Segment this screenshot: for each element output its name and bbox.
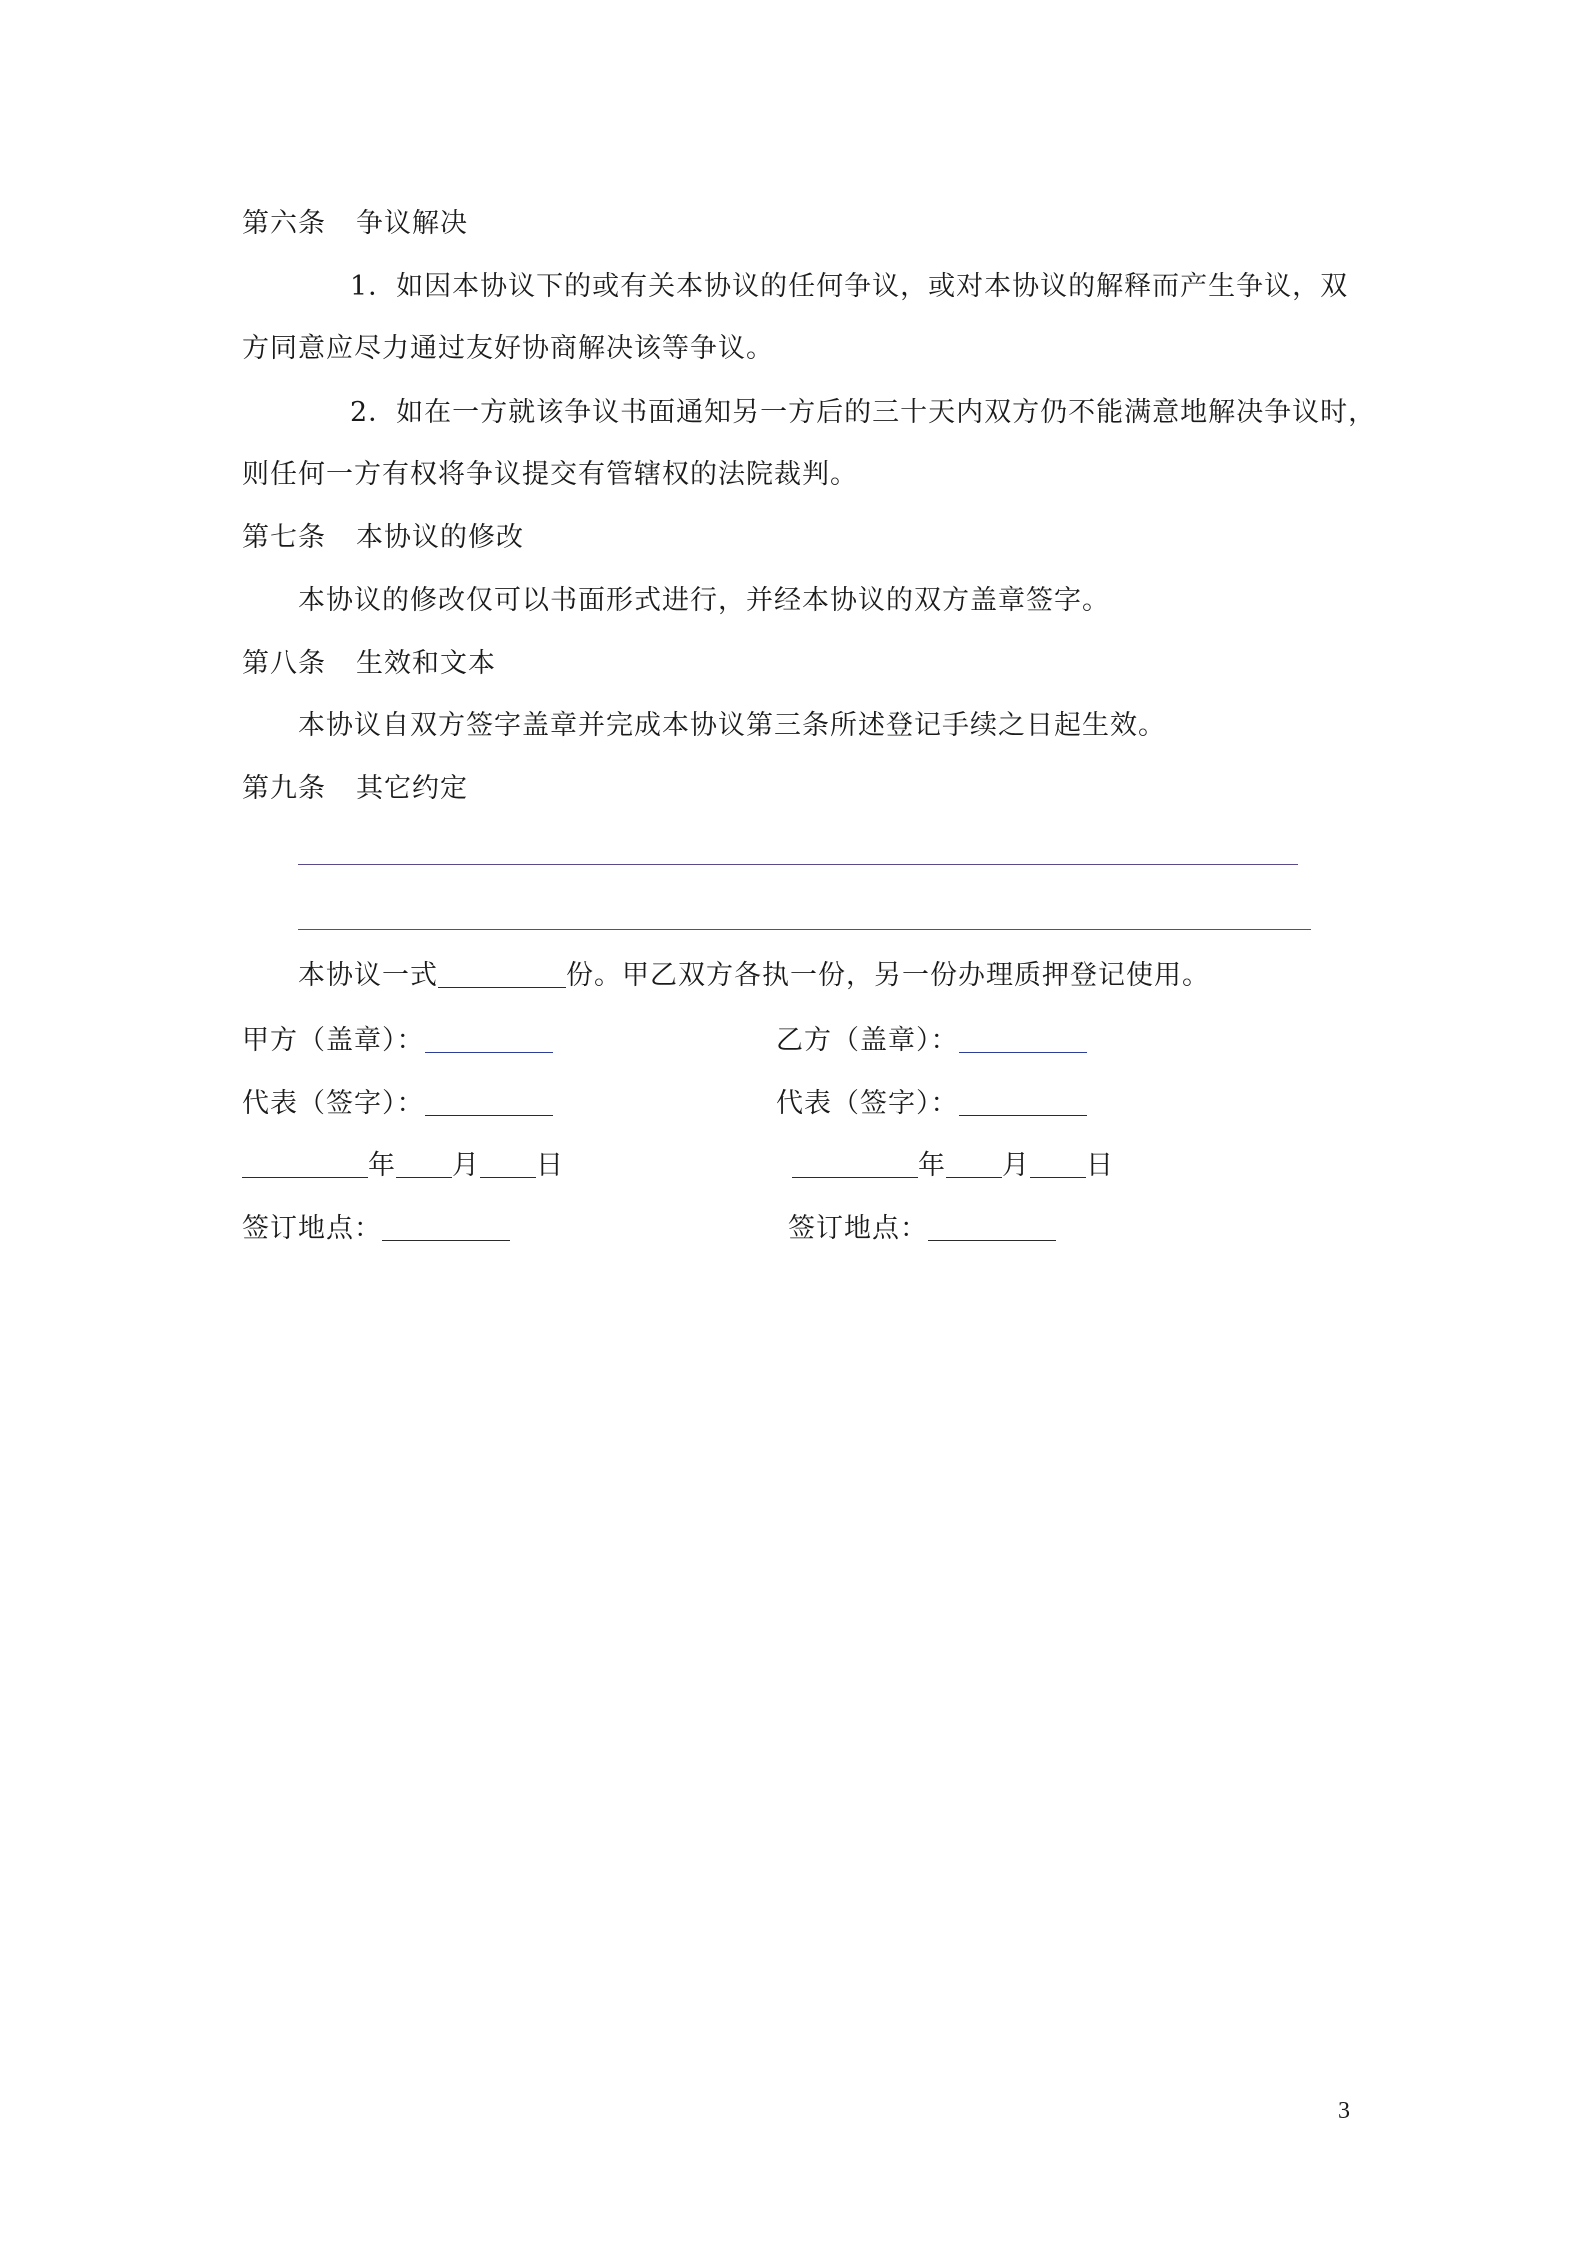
party-b-rep-label: 代表（签字）： (776, 1088, 959, 1119)
party-b-day-label: 日 (1086, 1150, 1114, 1181)
party-b-place-row (788, 1212, 1056, 1246)
copies-prefix: 本协议一式 (298, 960, 438, 991)
party-b-month-blank (946, 1151, 1002, 1178)
party-b-seal-label: 乙方（盖章）： (776, 1025, 959, 1056)
copies-count-blank (438, 961, 566, 988)
article-6-clause-2-line-2: 则任何一方有权将争议提交有管辖权的法院裁判。 (242, 459, 858, 490)
party-b-seal-row (776, 1024, 1087, 1058)
party-a-month-blank (396, 1151, 452, 1178)
article-6-heading (242, 207, 468, 241)
party-a-rep-row (242, 1087, 553, 1121)
party-b-year-label: 年 (918, 1150, 946, 1181)
article-7-title: 本协议的修改 (356, 522, 524, 553)
party-b-year-blank (792, 1151, 918, 1178)
party-a-seal-row (242, 1024, 553, 1058)
party-b-place-label: 签订地点： (788, 1213, 928, 1244)
article-9-number: 第九条 (242, 773, 326, 804)
article-7-number: 第七条 (242, 522, 326, 553)
page-number: 3 (1338, 2098, 1350, 2124)
party-a-rep-label: 代表（签字）： (242, 1088, 425, 1119)
other-terms-blank-line-2 (298, 929, 1311, 930)
party-b-day-blank (1030, 1151, 1086, 1178)
party-b-date-row (792, 1149, 1114, 1183)
party-a-place-blank (382, 1214, 510, 1241)
party-a-year-blank (242, 1151, 368, 1178)
party-a-day-label: 日 (536, 1150, 564, 1181)
party-a-place-row (242, 1212, 510, 1246)
article-8-title: 生效和文本 (356, 648, 496, 679)
party-b-rep-blank (959, 1089, 1087, 1116)
article-6-clause-1-line-2: 方同意应尽力通过友好协商解决该等争议。 (242, 333, 774, 364)
party-a-place-label: 签订地点： (242, 1213, 382, 1244)
article-6-title: 争议解决 (356, 208, 468, 239)
party-a-month-label: 月 (452, 1150, 480, 1181)
article-8-heading (242, 647, 496, 681)
article-9-title: 其它约定 (356, 773, 468, 804)
article-9-heading (242, 772, 468, 806)
party-b-seal-blank (959, 1026, 1087, 1053)
copies-statement (298, 959, 1210, 993)
party-a-year-label: 年 (368, 1150, 396, 1181)
article-6-number: 第六条 (242, 208, 326, 239)
other-terms-blank-line-1 (298, 864, 1298, 865)
article-6-clause-2-line-1: 2．如在一方就该争议书面通知另一方后的三十天内双方仍不能满意地解决争议时， (350, 397, 1377, 428)
party-a-rep-blank (425, 1089, 553, 1116)
article-6-clause-1-line-1: 1．如因本协议下的或有关本协议的任何争议，或对本协议的解释而产生争议，双 (350, 271, 1349, 302)
party-a-seal-blank (425, 1026, 553, 1053)
copies-suffix: 份。甲乙双方各执一份，另一份办理质押登记使用。 (566, 960, 1210, 991)
party-a-date-row (242, 1149, 564, 1183)
party-a-day-blank (480, 1151, 536, 1178)
party-b-month-label: 月 (1002, 1150, 1030, 1181)
article-8-body: 本协议自双方签字盖章并完成本协议第三条所述登记手续之日起生效。 (298, 710, 1166, 741)
article-7-body: 本协议的修改仅可以书面形式进行，并经本协议的双方盖章签字。 (298, 585, 1110, 616)
article-8-number: 第八条 (242, 648, 326, 679)
party-a-seal-label: 甲方（盖章）： (242, 1025, 425, 1056)
party-b-place-blank (928, 1214, 1056, 1241)
article-7-heading (242, 521, 524, 555)
party-b-rep-row (776, 1087, 1087, 1121)
